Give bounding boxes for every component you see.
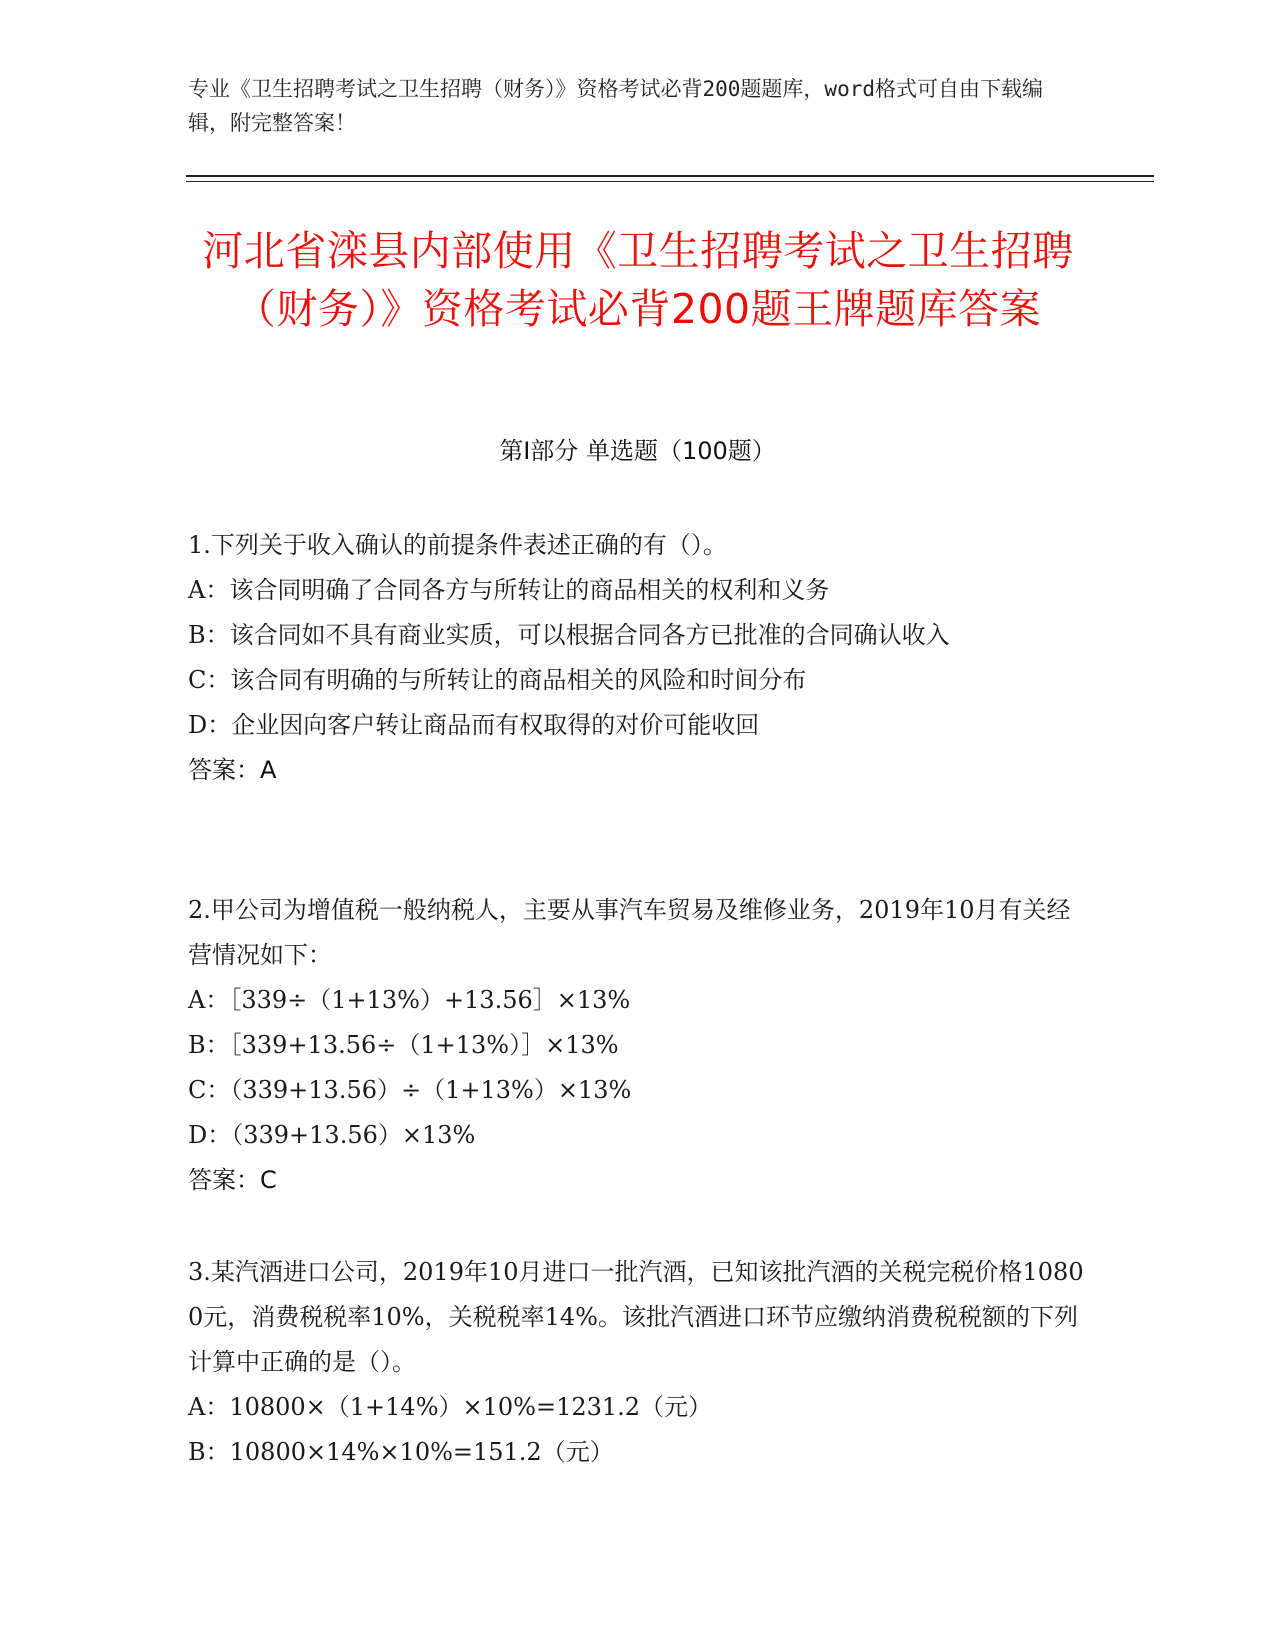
option-a: A：该合同明确了合同各方与所转让的商品相关的权利和义务 <box>188 576 830 604</box>
question-1 <box>188 523 1088 793</box>
option-a: A：10800×（1+14%）×10%=1231.2（元） <box>188 1393 713 1421</box>
answer: 答案：C <box>188 1166 277 1194</box>
option-d: D：（339+13.56）×13% <box>188 1121 476 1149</box>
question-stem: 1.下列关于收入确认的前提条件表述正确的有（）。 <box>188 531 727 559</box>
option-c: C：（339+13.56）÷（1+13%）×13% <box>188 1076 632 1104</box>
question-stem: 2.甲公司为增值税一般纳税人，主要从事汽车贸易及维修业务，2019年10月有关经营情况如下： <box>188 896 1071 969</box>
option-b: B：10800×14%×10%=151.2（元） <box>188 1438 614 1466</box>
document-title: 河北省滦县内部使用《卫生招聘考试之卫生招聘（财务）》资格考试必背200题王牌题库答案 <box>202 227 1074 333</box>
question-3 <box>188 1250 1088 1475</box>
option-b: B：［339+13.56÷（1+13%）］×13% <box>188 1031 619 1059</box>
header-note: 专业《卫生招聘考试之卫生招聘（财务）》资格考试必背200题题库，word格式可自由下载编辑，附完整答案！ <box>188 77 1043 135</box>
header-divider-thin <box>186 181 1154 182</box>
section-heading: 第I部分 单选题（100题） <box>499 437 776 465</box>
option-a: A：［339÷（1+13%）+13.56］×13% <box>188 986 631 1014</box>
option-b: B：该合同如不具有商业实质，可以根据合同各方已批准的合同确认收入 <box>188 621 950 649</box>
question-2 <box>188 888 1088 1203</box>
option-c: C：该合同有明确的与所转让的商品相关的风险和时间分布 <box>188 666 807 694</box>
option-d: D：企业因向客户转让商品而有权取得的对价可能收回 <box>188 711 760 739</box>
answer: 答案：A <box>188 756 277 784</box>
question-stem: 3.某汽酒进口公司，2019年10月进口一批汽酒，已知该批汽酒的关税完税价格10800元，消费税税率10%，关税税率14%。该批汽酒进口环节应缴纳消费税税额的下列计算中正确的是（）。 <box>188 1258 1084 1376</box>
header-divider <box>186 175 1154 177</box>
